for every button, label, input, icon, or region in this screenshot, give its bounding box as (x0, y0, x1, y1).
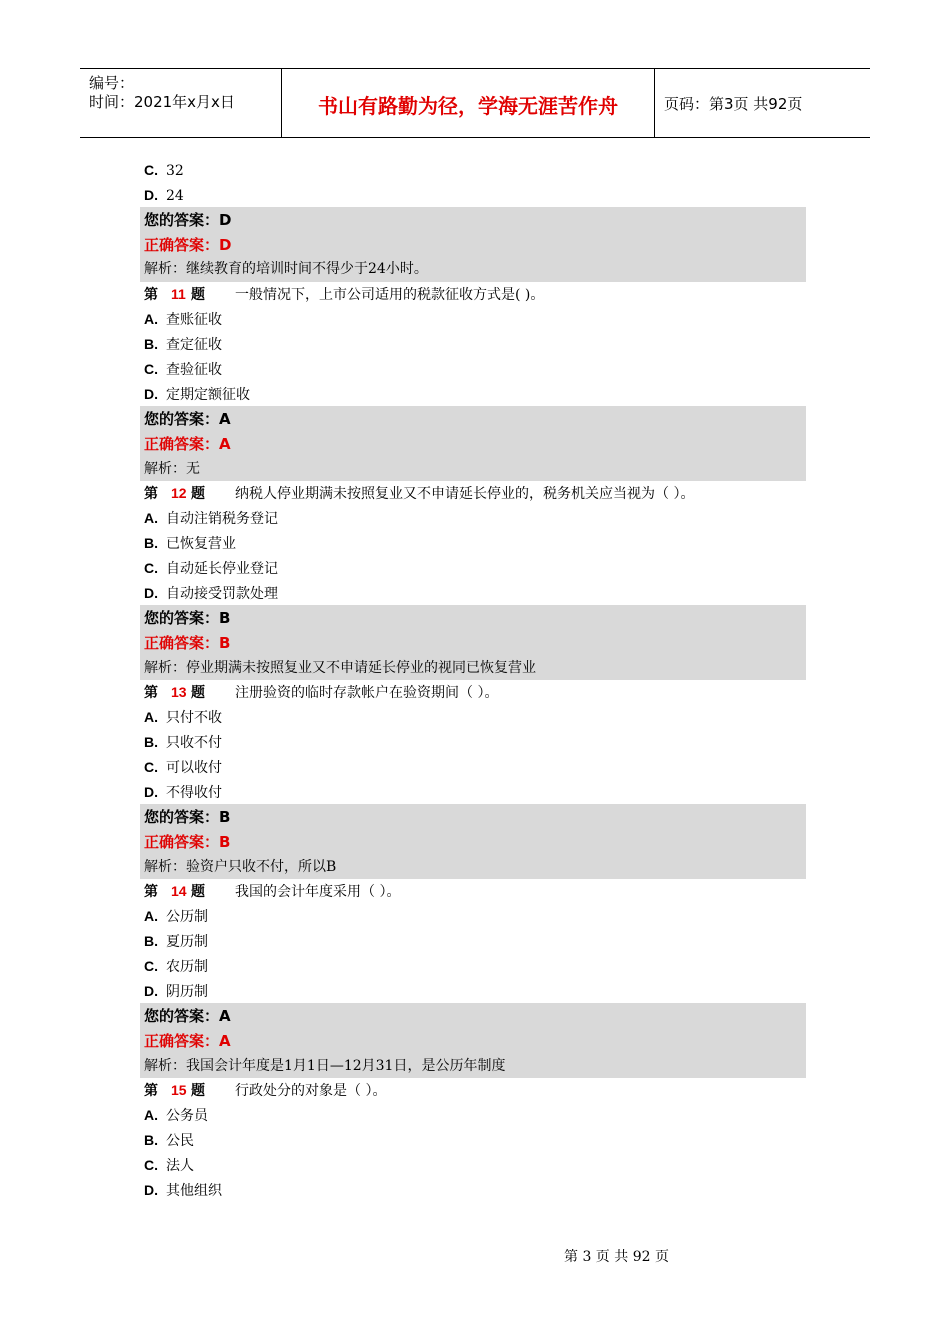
question-suffix: 题 (191, 884, 205, 900)
question-prefix: 第 (144, 685, 158, 701)
correct-answer: 正确答案：B (144, 634, 231, 652)
question-prefix: 第 (144, 287, 158, 303)
option-text: 24 (166, 188, 184, 204)
option-text: 只收不付 (166, 735, 222, 751)
option-letter: A. (144, 908, 158, 924)
option-text: 农历制 (166, 959, 208, 975)
question-number: 14 (171, 883, 187, 899)
motto: 书山有路勤为径，学海无涯苦作舟 (318, 94, 618, 118)
option-letter: B. (144, 336, 158, 352)
option-row (140, 1103, 208, 1128)
header-page-label: 页码：第3页 共92页 (664, 95, 803, 113)
question-number: 15 (171, 1082, 187, 1098)
option-letter: B. (144, 933, 158, 949)
option-row (140, 705, 222, 730)
option-letter: C. (144, 361, 158, 377)
question-suffix: 题 (191, 287, 205, 303)
option-text: 只付不收 (166, 710, 222, 726)
option-row (140, 1128, 194, 1153)
question-prefix: 第 (144, 1083, 158, 1099)
option-row (140, 307, 222, 332)
question-suffix: 题 (191, 685, 205, 701)
option-letter: A. (144, 311, 158, 327)
question-title (140, 282, 544, 307)
option-row (140, 1178, 222, 1203)
correct-answer: 正确答案：B (144, 833, 231, 851)
question-number: 12 (171, 485, 187, 501)
question-text: 注册验资的临时存款帐户在验资期间（ ）。 (235, 685, 499, 701)
option-row (140, 158, 184, 183)
option-letter: A. (144, 709, 158, 725)
correct-answer: 正确答案：D (144, 236, 232, 254)
header-motto-cell (282, 69, 655, 137)
your-answer: 您的答案：D (144, 211, 232, 229)
option-letter: B. (144, 1132, 158, 1148)
question-number: 13 (171, 684, 187, 700)
correct-answer: 正确答案：A (144, 1032, 231, 1050)
question-title (140, 879, 400, 904)
your-answer: 您的答案：A (144, 410, 231, 428)
option-text: 可以收付 (166, 760, 222, 776)
option-text: 查账征收 (166, 312, 222, 328)
option-text: 夏历制 (166, 934, 208, 950)
option-letter: D. (144, 983, 158, 999)
question-text: 一般情况下，上市公司适用的税款征收方式是( )。 (235, 287, 545, 303)
question-number: 11 (171, 286, 186, 302)
option-letter: A. (144, 510, 158, 526)
question-title (140, 1078, 386, 1103)
explanation: 解析：继续教育的培训时间不得少于24小时。 (144, 261, 428, 277)
option-letter: C. (144, 560, 158, 576)
option-text: 公民 (166, 1133, 194, 1149)
option-row (140, 979, 208, 1004)
option-text: 其他组织 (166, 1183, 222, 1199)
question-suffix: 题 (191, 486, 205, 502)
question-text: 纳税人停业期满未按照复业又不申请延长停业的，税务机关应当视为（ ）。 (235, 486, 695, 502)
option-row (140, 183, 184, 208)
option-text: 自动延长停业登记 (166, 561, 278, 577)
option-row (140, 1153, 194, 1178)
your-answer: 您的答案：B (144, 609, 231, 627)
explanation: 解析：验资户只收不付，所以B (144, 859, 337, 875)
question-suffix: 题 (191, 1083, 205, 1099)
option-row (140, 556, 278, 581)
option-row (140, 531, 236, 556)
option-row (140, 332, 222, 357)
page-footer (0, 1246, 950, 1266)
option-row (140, 954, 208, 979)
question-text: 行政处分的对象是（ ）。 (235, 1083, 387, 1099)
header-page-cell (655, 69, 870, 137)
explanation: 解析：我国会计年度是1月1日—12月31日，是公历年制度 (144, 1058, 506, 1074)
option-row (140, 382, 250, 407)
option-letter: D. (144, 585, 158, 601)
option-row (140, 357, 222, 382)
footer-page-number: 第 3 页 共 92 页 (564, 1249, 669, 1265)
option-letter: C. (144, 162, 158, 178)
option-text: 已恢复营业 (166, 536, 236, 552)
option-row (140, 506, 278, 531)
option-text: 不得收付 (166, 785, 222, 801)
option-letter: D. (144, 1182, 158, 1198)
option-row (140, 929, 208, 954)
option-text: 公务员 (166, 1108, 208, 1124)
time-label: 时间：2021年x月x日 (89, 93, 235, 111)
option-row (140, 755, 222, 780)
explanation: 解析：无 (144, 461, 200, 477)
option-text: 查验征收 (166, 362, 222, 378)
option-text: 定期定额征收 (166, 387, 250, 403)
option-letter: C. (144, 1157, 158, 1173)
option-letter: B. (144, 734, 158, 750)
your-answer: 您的答案：A (144, 1007, 231, 1025)
question-prefix: 第 (144, 884, 158, 900)
option-text: 法人 (166, 1158, 194, 1174)
option-text: 公历制 (166, 909, 208, 925)
page-header (80, 68, 870, 138)
explanation: 解析：停业期满未按照复业又不申请延长停业的视同已恢复营业 (144, 660, 536, 676)
option-row (140, 581, 278, 606)
question-text: 我国的会计年度采用（ ）。 (235, 884, 401, 900)
header-info-cell (80, 69, 282, 137)
question-prefix: 第 (144, 486, 158, 502)
your-answer: 您的答案：B (144, 808, 231, 826)
question-title (140, 680, 498, 705)
option-letter: D. (144, 784, 158, 800)
option-text: 查定征收 (166, 337, 222, 353)
option-row (140, 904, 208, 929)
option-text: 32 (166, 163, 184, 179)
correct-answer: 正确答案：A (144, 435, 231, 453)
option-letter: A. (144, 1107, 158, 1123)
question-title (140, 481, 694, 506)
option-letter: C. (144, 759, 158, 775)
option-text: 自动注销税务登记 (166, 511, 278, 527)
option-letter: D. (144, 187, 158, 203)
serial-label: 编号： (89, 74, 135, 92)
option-row (140, 730, 222, 755)
option-row (140, 780, 222, 805)
option-letter: D. (144, 386, 158, 402)
answer-block (140, 406, 806, 481)
option-letter: B. (144, 535, 158, 551)
option-text: 自动接受罚款处理 (166, 586, 278, 602)
option-letter: C. (144, 958, 158, 974)
option-text: 阴历制 (166, 984, 208, 1000)
